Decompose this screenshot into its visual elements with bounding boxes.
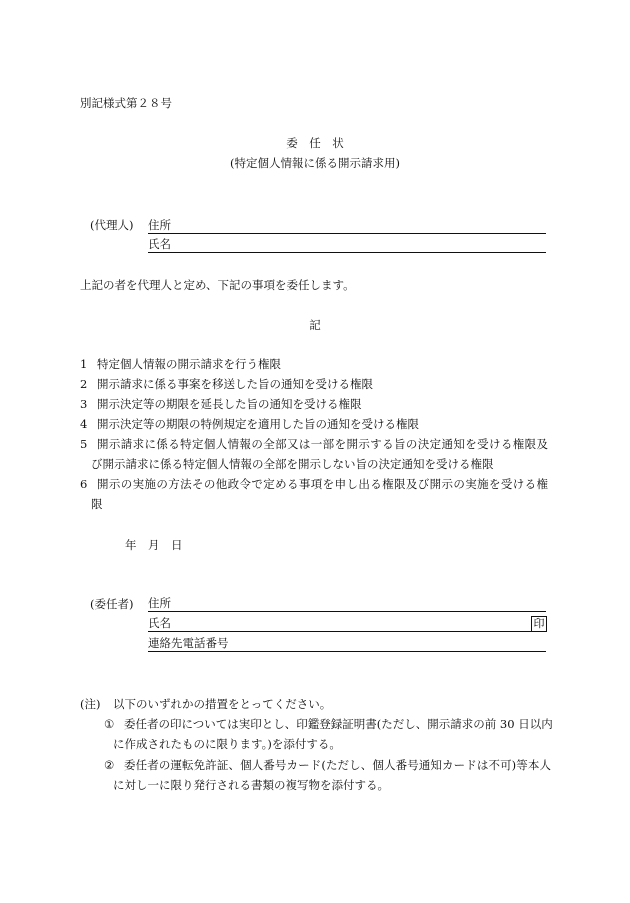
list-item-text: 開示請求に係る事案を移送した旨の通知を受ける権限 xyxy=(97,377,373,391)
list-item-number: 3 xyxy=(80,397,88,411)
agent-address-field xyxy=(148,217,546,234)
delegator-label: (委任者) xyxy=(90,597,134,611)
list-item-number: 2 xyxy=(80,377,88,391)
note-item-text-continued: に作成されたものに限ります。)を添付する。 xyxy=(113,737,341,751)
record-heading: 記 xyxy=(309,318,321,332)
list-item-number: 4 xyxy=(80,417,88,431)
list-item-number: 1 xyxy=(80,357,88,371)
list-item-text: 開示請求に係る特定個人情報の全部又は一部を開示する旨の決定通知を受ける権限及 xyxy=(97,437,548,451)
note-item-marker: ② xyxy=(104,758,115,772)
list-item-text: 特定個人情報の開示請求を行う権限 xyxy=(97,357,281,371)
list-item-text: 開示の実施の方法その他政令で定める事項を申し出る権限及び開示の実施を受ける権 xyxy=(97,477,548,491)
seal-box: 印 xyxy=(531,616,547,632)
note-label: (注) xyxy=(80,697,101,711)
agent-label: (代理人) xyxy=(90,218,134,232)
list-item-text: 開示決定等の期限を延長した旨の通知を受ける権限 xyxy=(97,397,362,411)
agent-address-label: 住所 xyxy=(148,218,171,232)
date-line: 年 月 日 xyxy=(125,538,183,552)
delegator-phone-field xyxy=(148,635,546,652)
note-item-text: 委任者の印については実印とし、印鑑登録証明書(ただし、開示請求の前 30 日以内 xyxy=(124,717,553,731)
list-item-number: 6 xyxy=(80,477,88,491)
delegator-name-label: 氏名 xyxy=(148,616,171,630)
delegator-name-field xyxy=(148,615,546,632)
note-item-marker: ① xyxy=(104,717,115,731)
list-item-text-continued: び開示請求に係る特定個人情報の全部を開示しない旨の決定通知を受ける権限 xyxy=(91,457,494,471)
note-intro: 以下のいずれかの措置をとってください。 xyxy=(113,697,332,711)
agent-name-field xyxy=(148,236,546,253)
list-item-text: 開示決定等の期限の特例規定を適用した旨の通知を受ける権限 xyxy=(97,417,419,431)
delegator-address-label: 住所 xyxy=(148,596,171,610)
note-item-text: 委任者の運転免許証、個人番号カード(ただし、個人番号通知カードは不可)等本人 xyxy=(124,758,551,772)
list-item-number: 5 xyxy=(80,437,88,451)
delegator-address-field xyxy=(148,595,546,612)
delegation-statement: 上記の者を代理人と定め、下記の事項を委任します。 xyxy=(80,278,355,292)
document-subtitle: (特定個人情報に係る開示請求用) xyxy=(230,156,400,170)
list-item-text-continued: 限 xyxy=(91,497,103,511)
form-number: 別記様式第２８号 xyxy=(80,96,172,110)
agent-name-label: 氏名 xyxy=(148,237,171,251)
delegator-phone-label: 連絡先電話番号 xyxy=(148,636,229,650)
document-title: 委 任 状 xyxy=(286,136,344,150)
note-item-text-continued: に対し一に限り発行される書類の複写物を添付する。 xyxy=(113,778,389,792)
